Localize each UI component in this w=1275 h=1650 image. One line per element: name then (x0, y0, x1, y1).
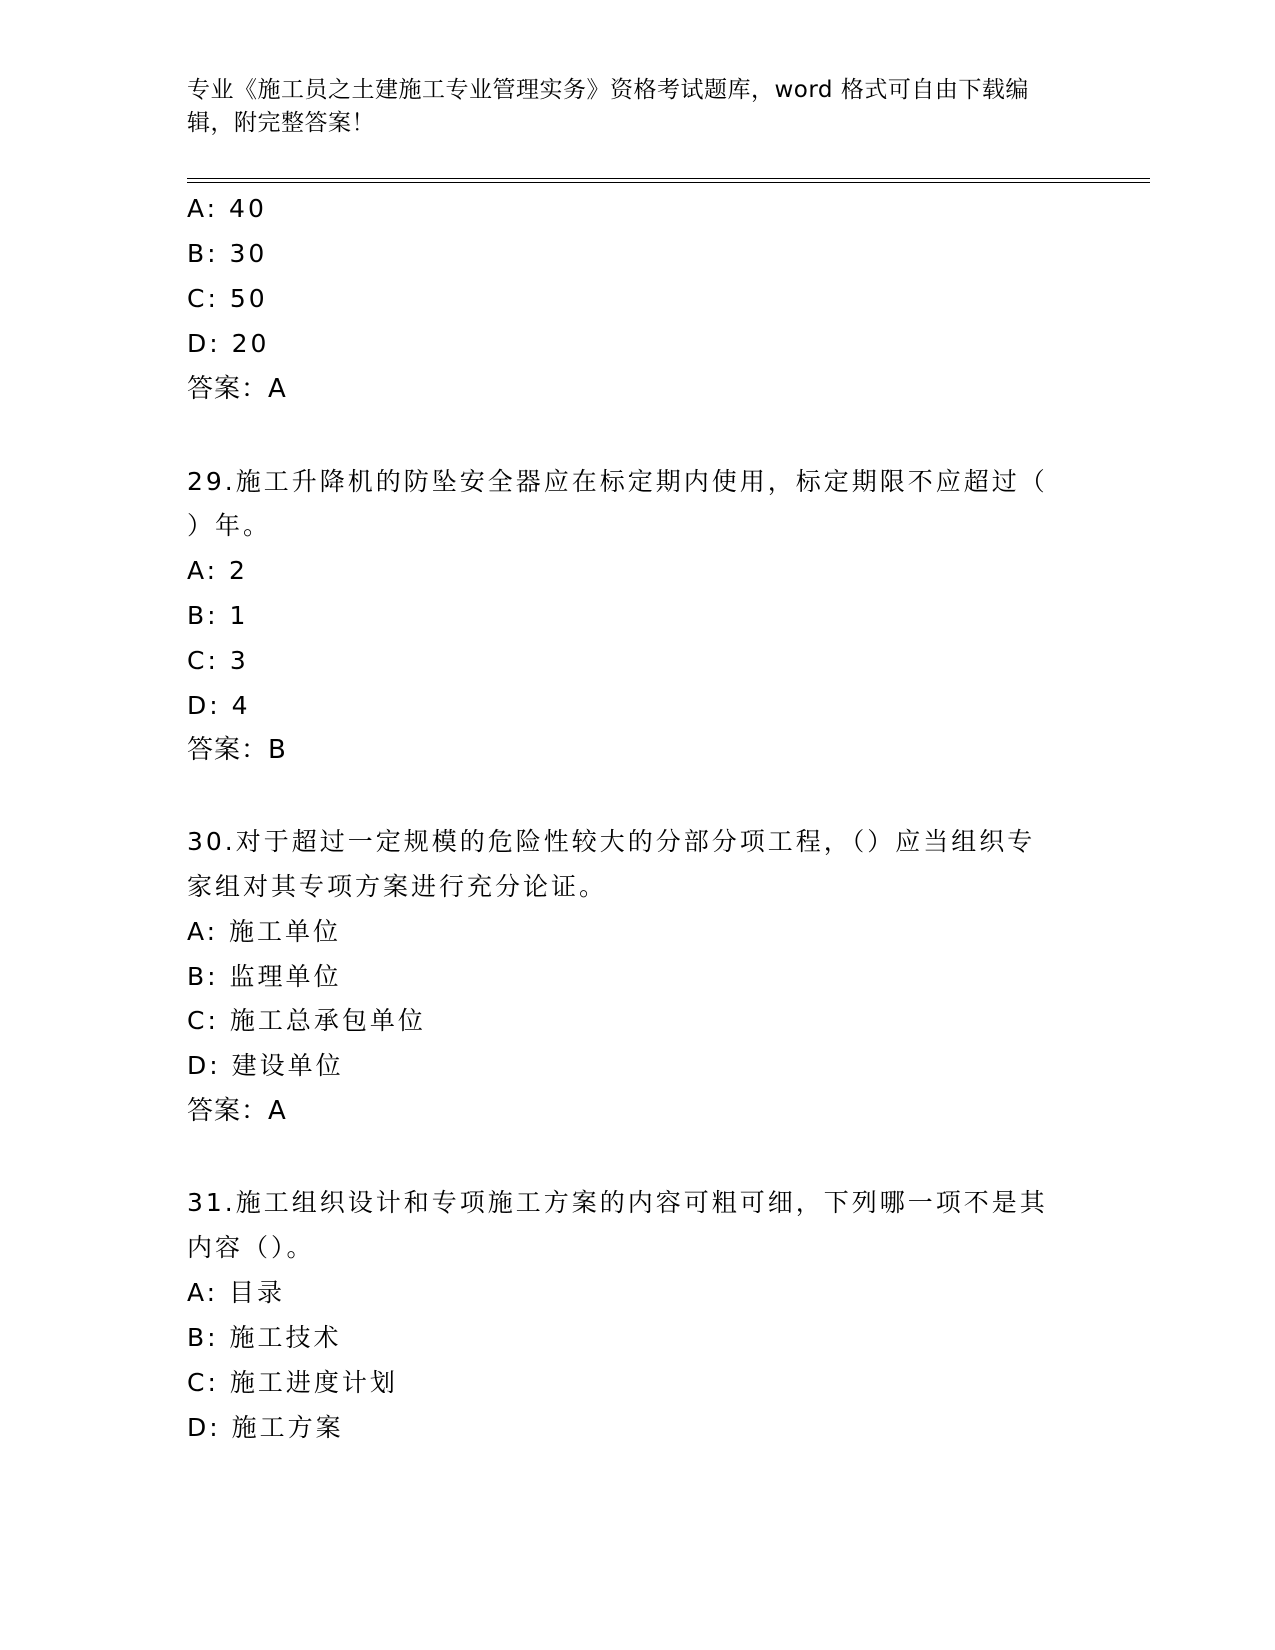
q29-option-a: A: 2 (187, 556, 248, 585)
q30-stem-line2: 家组对其专项方案进行充分论证。 (187, 872, 608, 901)
q28-option-d: D: 20 (187, 329, 270, 358)
q30-stem-line1: 30.对于超过一定规模的危险性较大的分部分项工程，（）应当组织专 (187, 827, 1036, 856)
q30-option-c: C: 施工总承包单位 (187, 1006, 426, 1035)
q28-option-a: A: 40 (187, 194, 267, 223)
q28-option-b: B: 30 (187, 239, 268, 268)
q29-answer: 答案：B (187, 735, 287, 765)
q29-stem-line1: 29.施工升降机的防坠安全器应在标定期内使用，标定期限不应超过（ (187, 467, 1048, 496)
q31-option-c: C: 施工进度计划 (187, 1368, 398, 1397)
q30-answer: 答案：A (187, 1096, 287, 1126)
q30-option-d: D: 建设单位 (187, 1051, 344, 1080)
q28-option-c: C: 50 (187, 284, 268, 313)
q29-option-d: D: 4 (187, 691, 251, 720)
q29-stem-line2: ）年。 (187, 511, 272, 540)
q28-answer: 答案：A (187, 374, 287, 404)
q30-option-b: B: 监理单位 (187, 962, 342, 991)
q31-stem-line1: 31.施工组织设计和专项施工方案的内容可粗可细，下列哪一项不是其 (187, 1188, 1048, 1217)
document-header: 专业《施工员之土建施工专业管理实务》资格考试题库，word 格式可自由下载编辑，附完整答案！ (187, 77, 1029, 136)
q29-option-c: C: 3 (187, 646, 249, 675)
q31-stem-line2: 内容（）。 (187, 1233, 315, 1262)
header-divider-top (187, 178, 1150, 179)
q29-option-b: B: 1 (187, 601, 249, 630)
q31-option-a: A: 目录 (187, 1278, 286, 1307)
header-divider-bottom (187, 182, 1150, 183)
q30-option-a: A: 施工单位 (187, 917, 342, 946)
q31-option-d: D: 施工方案 (187, 1413, 344, 1442)
q31-option-b: B: 施工技术 (187, 1323, 342, 1352)
